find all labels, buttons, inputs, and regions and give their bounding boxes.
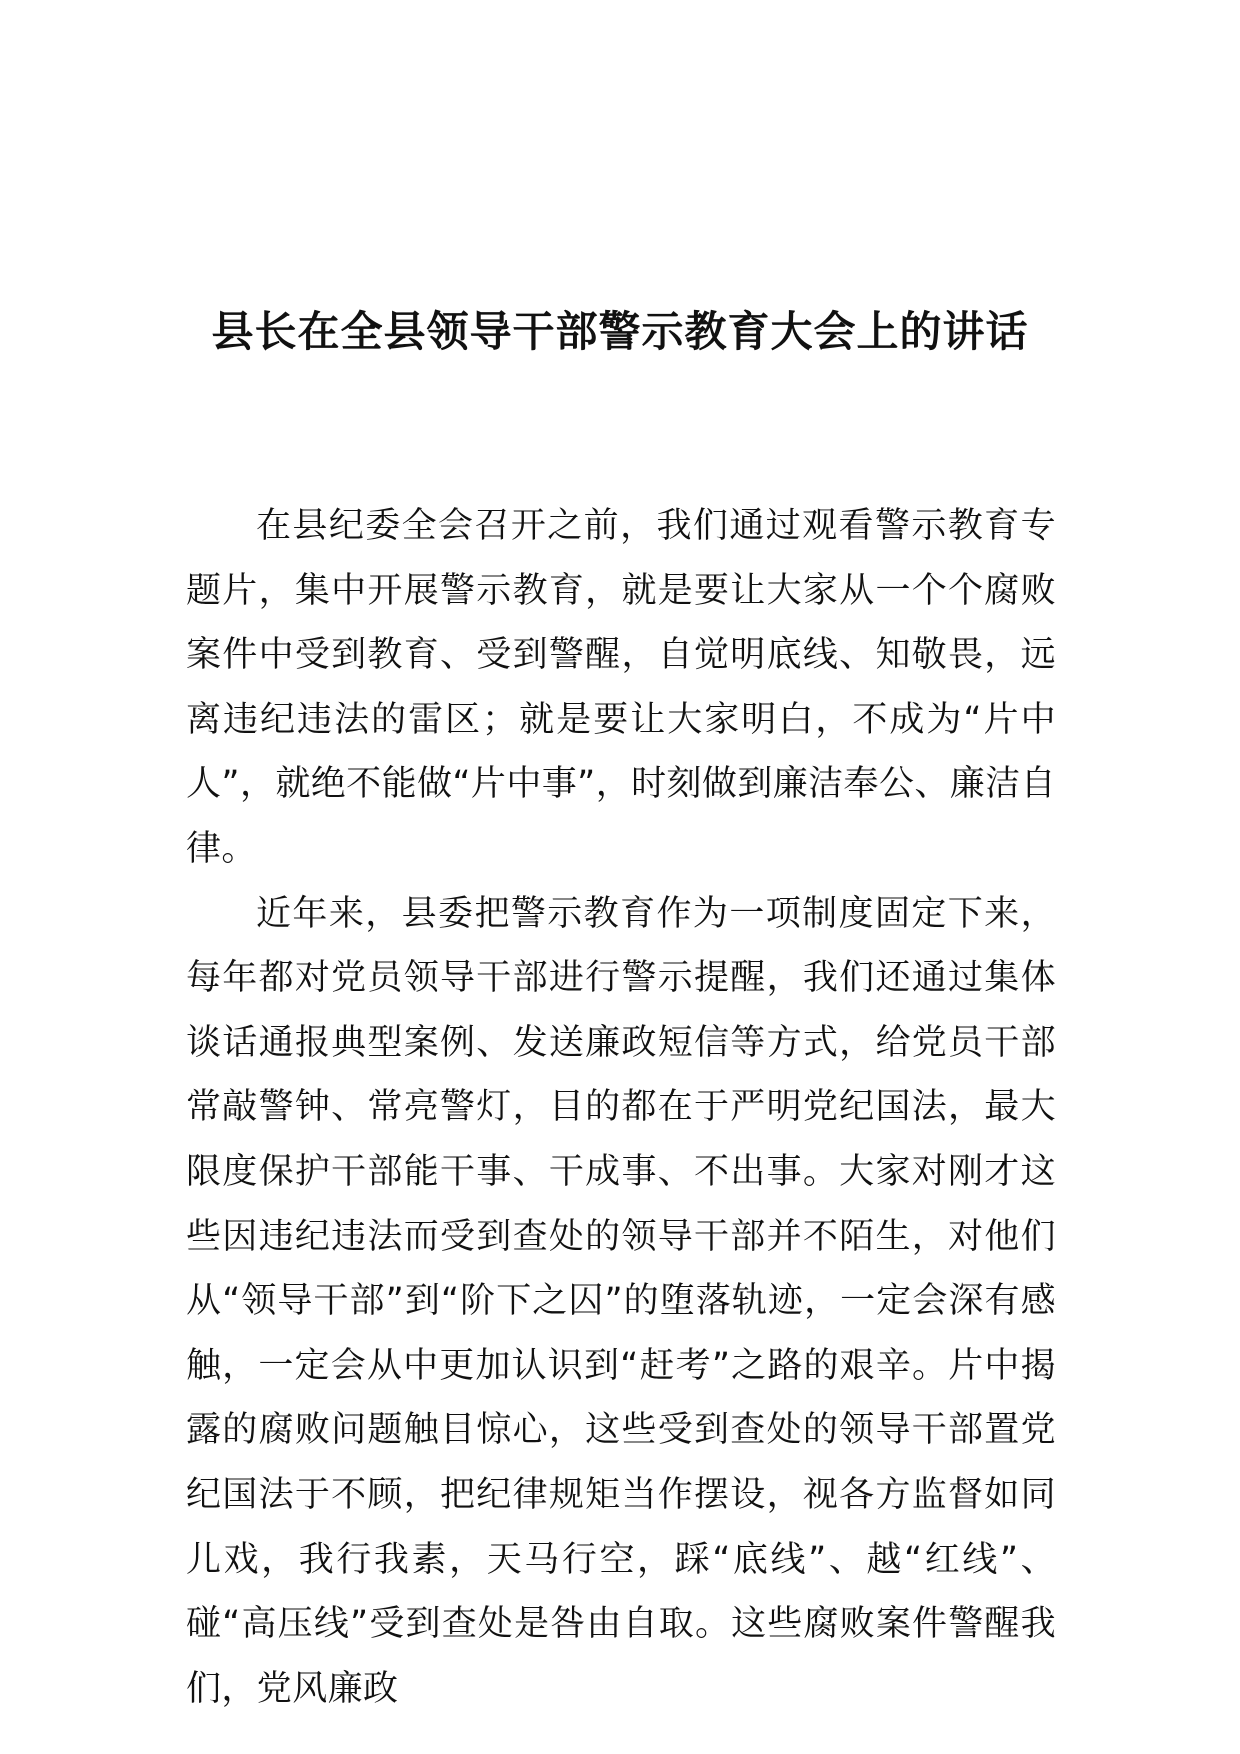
document-body xyxy=(186,494,1056,1721)
document-title: 县长在全县领导干部警示教育大会上的讲话 xyxy=(211,307,1029,356)
body-paragraph: 在县纪委全会召开之前，我们通过观看警示教育专题片，集中开展警示教育，就是要让大家从一个个腐败案件中受到教育、受到警醒，自觉明底线、知敬畏，远离违纪违法的雷区；就是要让大家明白，不成为“片中人”，就绝不能做“片中事”，时刻做到廉洁奉公、廉洁自律。 xyxy=(186,506,1056,869)
body-paragraph: 近年来，县委把警示教育作为一项制度固定下来，每年都对党员领导干部进行警示提醒，我们还通过集体谈话通报典型案例、发送廉政短信等方式，给党员干部常敲警钟、常亮警灯，目的都在于严明党纪国法，最大限度保护干部能干事、干成事、不出事。大家对刚才这些因违纪违法而受到查处的领导干部并不陌生，对他们从“领导干部”到“阶下之囚”的堕落轨迹，一定会深有感触，一定会从中更加认识到“赶考”之路的艰辛。片中揭露的腐败问题触目惊心，这些受到查处的领导干部置党纪国法于不顾，把纪律规矩当作摆设，视各方监督如同儿戏，我行我素，天马行空，踩“底线”、越“红线”、碰“高压线”受到查处是咎由自取。这些腐败案件警醒我们，党风廉政 xyxy=(186,893,1056,1709)
